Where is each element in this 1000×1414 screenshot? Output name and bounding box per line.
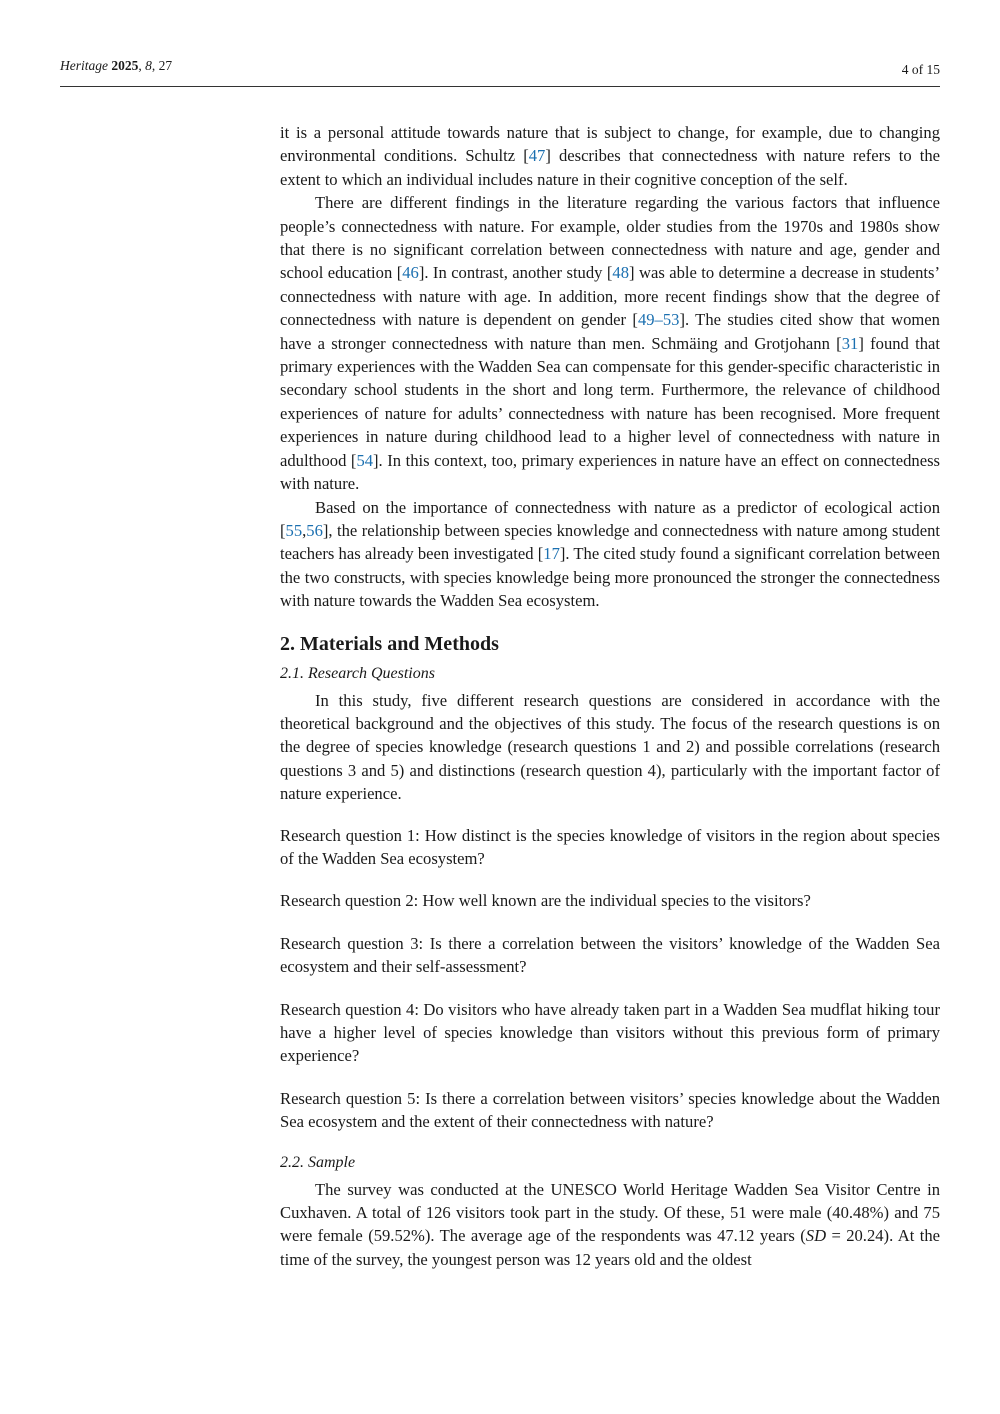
page-header	[60, 56, 940, 87]
paragraph-3: Based on the importance of connectedness with nature as a predictor of ecological action [55,56], the relationship between species knowledge and connectedness with nature among student teachers has already been investigated [17]. The cited study found a significant correlation between the two constructs, with species knowledge being more pronounced the stronger the connectedness with nature towards the Wadden Sea ecosystem.	[280, 497, 940, 611]
citation-link[interactable]: 46	[402, 263, 419, 283]
page-number: 4 of 15	[901, 62, 940, 77]
citation-link[interactable]: 48	[612, 263, 630, 283]
citation-link[interactable]: 54	[356, 450, 374, 470]
journal-name: Heritage	[60, 58, 108, 73]
paragraph-1: it is a personal attitude towards nature that is subject to change, for example, due to changing environmental conditions. Schultz [47] describes that connectedness with nature refers to the extent to which an individual includes nature in their cognitive conception of the self.	[280, 123, 941, 189]
journal-year: 2025	[111, 58, 139, 73]
subsection-heading: 2.1. Research Questions	[280, 664, 435, 682]
journal-citation: Heritage 2025, 8, 27	[60, 58, 173, 73]
article-number: 27	[158, 58, 173, 73]
main-content	[280, 121, 940, 1271]
research-question-1: Research question 1: How distinct is the species knowledge of visitors in the region about species of the Wadden Sea ecosystem?	[280, 825, 940, 868]
citation-link[interactable]: 17	[543, 544, 560, 564]
section-heading: 2. Materials and Methods	[280, 632, 499, 655]
journal-volume: 8	[145, 58, 152, 73]
citation-link[interactable]: 55	[285, 520, 303, 540]
subsection-heading: 2.2. Sample	[280, 1153, 356, 1171]
research-question-5: Research question 5: Is there a correlation between visitors’ species knowledge about the Wadden Sea ecosystem and the extent of their connectedness with nature?	[280, 1088, 940, 1132]
citation-link[interactable]: 47	[528, 146, 546, 166]
citation-link[interactable]: 31	[841, 333, 859, 353]
research-question-3: Research question 3: Is there a correlation between the visitors’ knowledge of the Wadden Sea ecosystem and their self-assessment?	[280, 933, 940, 977]
sample-paragraph: The survey was conducted at the UNESCO World Heritage Wadden Sea Visitor Centre in Cuxhaven. A total of 126 visitors took part in the study. Of these, 51 were male (40.48%) and 75 were female (59.52%). The average age of the respondents was 47.12 years (SD = 20.24). At the time of the survey, the youngest person was 12 years old and the oldest	[280, 1179, 940, 1269]
citation-link[interactable]: 49–53	[637, 310, 680, 330]
research-questions-intro: In this study, five different research questions are considered in accordance with the theoretical background and the objectives of this study. The focus of the research questions is on the degree of species knowledge (research questions 1 and 2) and possible correlations (research questions 3 and 5) and distinctions (research question 4), particularly with the important factor of nature experience.	[280, 690, 940, 804]
citation-link[interactable]: 56	[306, 520, 323, 540]
research-question-2: Research question 2: How well known are the individual species to the visitors?	[280, 891, 811, 911]
research-question-4: Research question 4: Do visitors who have already taken part in a Wadden Sea mudflat hiking tour have a higher level of species knowledge than visitors without this previous form of primary experience?	[280, 999, 940, 1066]
paragraph-2: There are different findings in the literature regarding the various factors that influence people’s connectedness with nature. For example, older studies from the 1970s and 1980s show that there is no significant correlation between connectedness with nature and age, gender and school education [46]. In contrast, another study [48] was able to determine a decrease in students’ connectedness with nature with age. In addition, more recent findings show that the degree of connectedness with nature is dependent on gender [49–53]. The studies cited show that women have a stronger connectedness with nature than men. Schmäing and Grotjohann [31] found that primary experiences with the Wadden Sea can compensate for this gender-specific characteristic in secondary school students in the short and long term. Furthermore, the relevance of childhood experiences of nature for adults’ connectedness with nature has been recognised. More frequent experiences in nature during childhood lead to a higher level of connectedness with nature in adulthood [54]. In this context, too, primary experiences in nature have an effect on connectedness with nature.	[280, 193, 941, 494]
